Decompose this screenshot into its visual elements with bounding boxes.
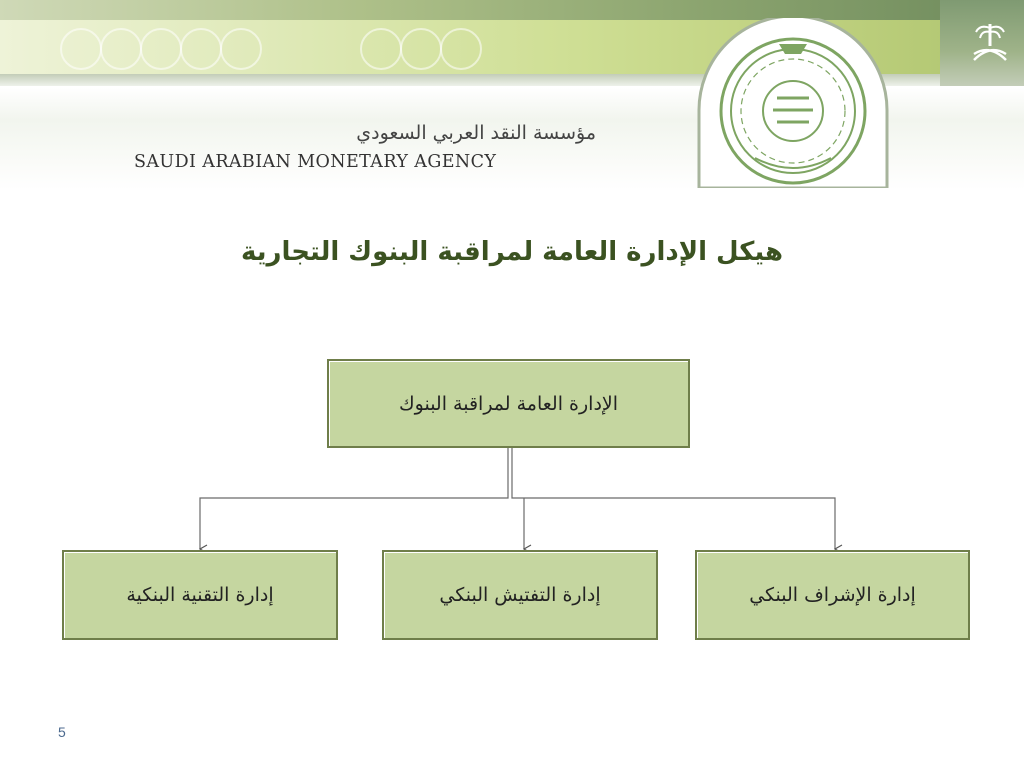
palm-swords-icon <box>968 20 1012 66</box>
seal-logo-icon <box>693 18 893 188</box>
header-top-band <box>0 0 1024 20</box>
agency-name-arabic: مؤسسة النقد العربي السعودي <box>356 122 596 144</box>
header-banner <box>0 0 1024 190</box>
ornament-icon <box>220 28 262 70</box>
org-box-supervision-label: إدارة الإشراف البنكي <box>749 584 916 606</box>
agency-name-english: SAUDI ARABIAN MONETARY AGENCY <box>134 152 497 172</box>
ornament-icon <box>400 28 442 70</box>
ornament-icon <box>180 28 222 70</box>
org-box-root <box>327 359 690 448</box>
ornament-icon <box>440 28 482 70</box>
slide-title: هيكل الإدارة العامة لمراقبة البنوك التجارية <box>240 237 784 267</box>
ornament-icon <box>360 28 402 70</box>
ornament-icon <box>100 28 142 70</box>
org-box-inspection <box>382 550 658 640</box>
connector-left <box>200 448 508 549</box>
connector-right <box>512 448 835 549</box>
org-box-inspection-label: إدارة التفتيش البنكي <box>439 584 601 606</box>
seal-arch <box>693 18 893 188</box>
page-number: 5 <box>58 724 66 740</box>
org-box-supervision <box>695 550 970 640</box>
org-box-technology <box>62 550 338 640</box>
ornament-icon <box>140 28 182 70</box>
ornament-icon <box>60 28 102 70</box>
org-box-technology-label: إدارة التقنية البنكية <box>126 584 274 606</box>
org-box-root-label: الإدارة العامة لمراقبة البنوك <box>398 392 619 415</box>
